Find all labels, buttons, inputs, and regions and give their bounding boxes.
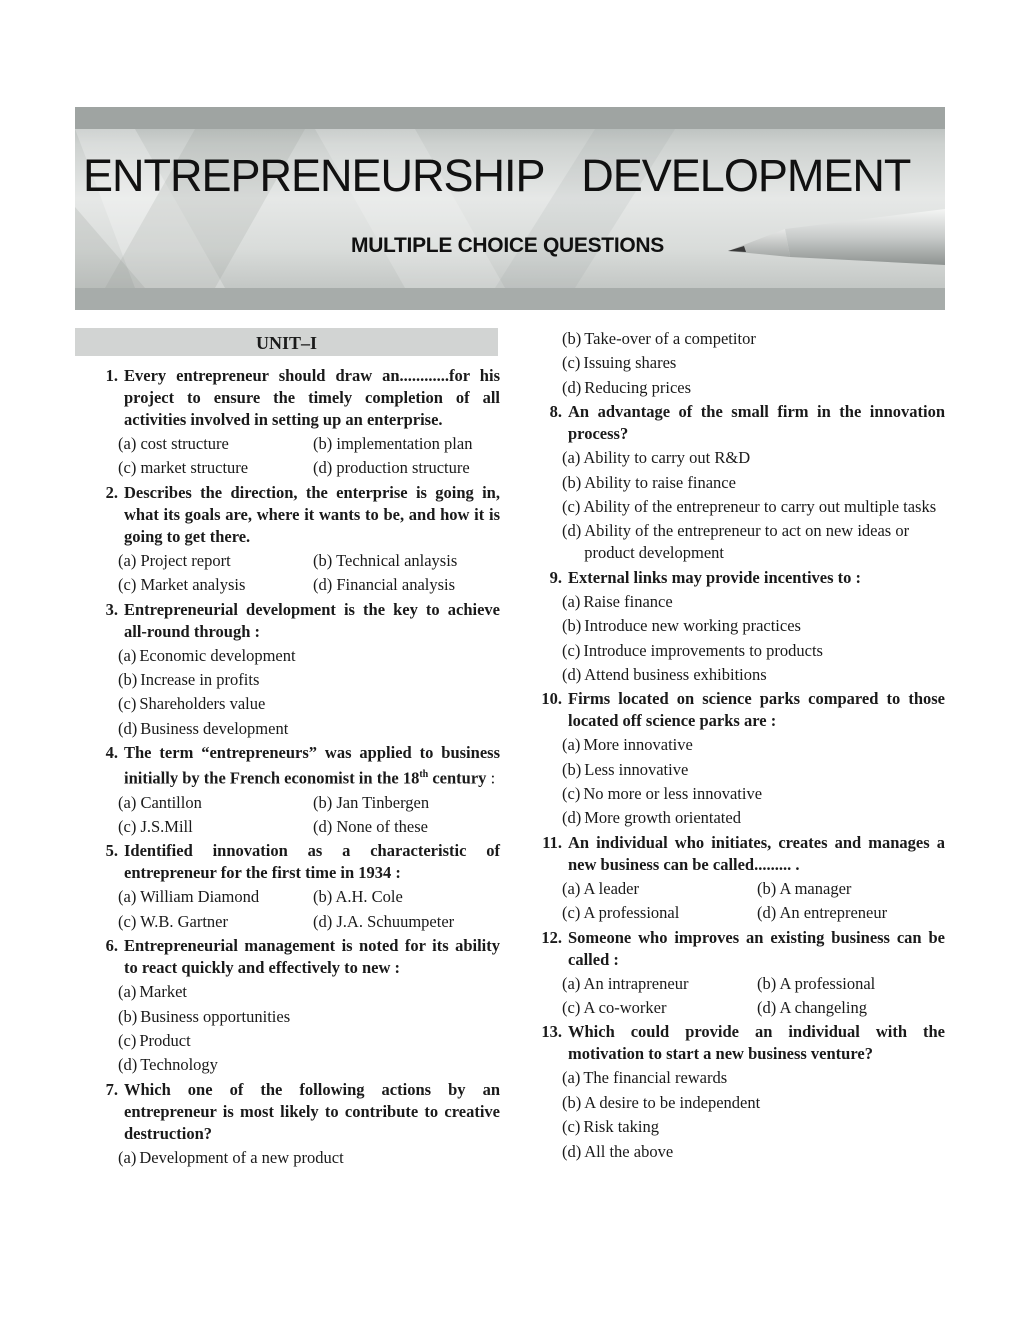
option-text: Product [139, 1030, 191, 1050]
answer-option: (c) A professional [562, 903, 680, 923]
option-label: (a) [118, 645, 137, 665]
answer-option: (c) J.S.Mill [118, 817, 193, 837]
option-text: Introduce improvements to products [583, 640, 823, 660]
pencil-icon [700, 207, 945, 282]
option-label: (c) [562, 1117, 581, 1137]
question [88, 742, 500, 790]
option-label: (b) [562, 329, 582, 348]
question-number: 1. [105, 366, 118, 385]
answer-option [562, 664, 945, 686]
unit-heading: UNIT–I [75, 328, 498, 356]
option-text: The financial rewards [583, 1068, 728, 1088]
option-text: Issuing shares [583, 353, 677, 373]
answer-option [562, 1067, 945, 1089]
option-label: (b) [562, 1092, 582, 1112]
question-text: Which one of the following actions by an entrepreneur is most likely to contribute to creative destruction? [124, 1079, 500, 1143]
answer-option [562, 496, 945, 518]
option-label: (b) [118, 669, 138, 689]
answer-option: (c) W.B. Gartner [118, 911, 228, 931]
option-row [562, 973, 945, 995]
option-label: (a) [118, 982, 137, 1002]
option-label: (b) [118, 1006, 138, 1026]
question [532, 567, 945, 589]
option-label: (a) [562, 1068, 581, 1088]
answer-option: (a) Cantillon [118, 792, 202, 812]
page-title: ENTREPRENEURSHIP DEVELOPMENT [83, 150, 911, 201]
answer-option: (d) None of these [313, 817, 429, 837]
question [88, 935, 500, 979]
answer-option [562, 759, 945, 781]
option-row [118, 550, 500, 572]
option-row [562, 902, 945, 924]
answer-option [118, 645, 500, 667]
option-label: (d) [118, 718, 138, 738]
question-text: Every entrepreneur should draw an............for his project to ensure the timely completion of all activities involved in setting up an enterprise. [124, 366, 500, 429]
option-row [118, 433, 500, 455]
page-subtitle: MULTIPLE CHOICE QUESTIONS [351, 234, 664, 257]
question [88, 1079, 500, 1145]
option-text: Take-over of a competitor [584, 329, 756, 348]
question-number: 5. [105, 841, 118, 861]
answer-option [562, 640, 945, 662]
answer-option [118, 1054, 500, 1076]
question-text: Someone who improves an existing business can be called : [568, 927, 945, 969]
banner-bottom-strip [75, 288, 945, 310]
answer-option: (d) production structure [313, 458, 470, 478]
option-row [118, 816, 500, 838]
option-label: (c) [562, 640, 581, 660]
answer-option: (a) Project report [118, 550, 231, 570]
option-label: (c) [562, 353, 581, 373]
question-number: 10. [541, 689, 562, 709]
question-number: 2. [105, 482, 118, 502]
question-text: External links may provide incentives to : [568, 567, 862, 587]
answer-option: (b) A.H. Cole [313, 887, 403, 907]
option-text: Attend business exhibitions [584, 664, 767, 684]
option-label: (d) [562, 664, 582, 684]
option-text: Shareholders value [139, 694, 266, 714]
answer-option: (c) market structure [118, 458, 249, 478]
option-text: Increase in profits [140, 669, 260, 689]
option-label: (a) [562, 735, 581, 755]
question-text: The term “entrepreneurs” was applied to business initially by the French economist in the 18th century : [124, 743, 500, 788]
option-label: (b) [562, 759, 582, 779]
answer-option [562, 615, 945, 637]
answer-option [118, 693, 500, 715]
option-label: (d) [562, 521, 582, 541]
answer-option [118, 669, 500, 691]
answer-option: (b) Technical anlaysis [313, 550, 458, 570]
question-number: 6. [105, 936, 118, 956]
answer-option [118, 1030, 500, 1052]
answer-option [562, 807, 945, 829]
question-text: An advantage of the small firm in the innovation process? [568, 402, 945, 444]
option-text: Technology [140, 1055, 218, 1075]
option-text: Business development [140, 718, 289, 738]
option-text: Economic development [139, 645, 296, 665]
option-row [562, 997, 945, 1019]
answer-option: (c) A co-worker [562, 998, 667, 1018]
option-label: (a) [118, 1147, 137, 1167]
option-row [118, 911, 500, 933]
option-row [118, 886, 500, 908]
answer-option: (c) Market analysis [118, 575, 246, 595]
answer-option [562, 328, 945, 350]
question [532, 401, 945, 445]
option-label: (c) [562, 784, 581, 804]
answer-option [562, 447, 945, 469]
answer-option [118, 1006, 500, 1028]
answer-option [118, 981, 500, 1003]
question-number: 12. [541, 927, 562, 947]
option-text: Less innovative [584, 759, 689, 779]
option-text: Market [139, 982, 187, 1002]
option-text: No more or less innovative [583, 784, 763, 804]
title-banner [75, 107, 945, 310]
question [88, 599, 500, 643]
question-number: 9. [549, 567, 562, 587]
question-text: Firms located on science parks compared to those located off science parks are : [568, 689, 945, 731]
option-text: Development of a new product [139, 1147, 344, 1167]
answer-option [562, 1092, 945, 1114]
superscript: th [419, 769, 429, 781]
question-number: 13. [541, 1022, 562, 1042]
answer-option: (a) An intrapreneur [562, 973, 689, 993]
answer-option: (a) A leader [562, 878, 639, 898]
answer-option [562, 1116, 945, 1138]
answer-option: (b) A professional [757, 973, 876, 993]
question-text: Entrepreneurial development is the key to achieve all-round through : [124, 599, 500, 641]
option-text: Raise finance [583, 591, 673, 611]
question [88, 840, 500, 884]
option-label: (d) [562, 1141, 582, 1161]
question-number: 4. [105, 743, 118, 763]
question-number: 11. [542, 832, 562, 852]
answer-option [562, 472, 945, 494]
question-number: 8. [549, 402, 562, 422]
question [532, 832, 945, 876]
right-column [532, 328, 945, 1165]
answer-option: (b) Jan Tinbergen [313, 792, 430, 812]
answer-option [562, 1141, 945, 1163]
option-label: (c) [118, 1030, 137, 1050]
answer-option [118, 1147, 500, 1169]
option-label: (c) [118, 694, 137, 714]
option-text: A desire to be independent [584, 1092, 761, 1112]
question-number: 3. [105, 599, 118, 619]
option-text: Ability to carry out R&D [583, 448, 751, 468]
answer-option: (a) William Diamond [118, 887, 260, 907]
question-text: Which could provide an individual with the motivation to start a new business venture? [568, 1022, 945, 1064]
option-text: Reducing prices [584, 377, 692, 397]
option-label: (a) [562, 591, 581, 611]
option-text: More growth orientated [584, 808, 741, 828]
answer-option [118, 718, 500, 740]
option-text: Business opportunities [140, 1006, 291, 1026]
option-row [562, 878, 945, 900]
answer-option: (d) J.A. Schuumpeter [313, 911, 455, 931]
answer-option [562, 783, 945, 805]
question-text: Describes the direction, the enterprise is going in, what its goals are, where it wants to be, and how it is going to get there. [124, 482, 500, 546]
question [532, 688, 945, 732]
option-text: More innovative [583, 735, 693, 755]
option-text: Ability of the entrepreneur to carry out multiple tasks [583, 496, 937, 516]
option-label: (c) [562, 496, 581, 516]
option-text: Risk taking [583, 1117, 659, 1137]
answer-option [562, 520, 945, 564]
answer-option [562, 352, 945, 374]
option-label: (b) [562, 472, 582, 492]
option-row [118, 457, 500, 479]
option-label: (a) [562, 448, 581, 468]
question-number: 7. [105, 1079, 118, 1099]
answer-option: (d) Financial analysis [313, 575, 456, 595]
option-label: (b) [562, 616, 582, 636]
answer-option: (a) cost structure [118, 434, 229, 453]
option-row [118, 792, 500, 814]
question [532, 1021, 945, 1065]
question [532, 927, 945, 971]
option-text: Ability of the entrepreneur to act on new ideas or product development [584, 521, 910, 563]
answer-option [562, 734, 945, 756]
option-row [118, 574, 500, 596]
question-tail: : [486, 768, 496, 788]
question [88, 482, 500, 548]
option-label: (d) [562, 377, 582, 397]
option-label: (d) [118, 1055, 138, 1075]
answer-option [562, 377, 945, 399]
left-column [88, 365, 500, 1171]
option-text: Ability to raise finance [584, 472, 736, 492]
question-text: An individual who initiates, creates and manages a new business can be called......... . [568, 832, 945, 874]
answer-option: (d) A changeling [757, 998, 867, 1018]
question-text: Identified innovation as a characteristic of entrepreneur for the first time in 1934 : [124, 841, 500, 883]
option-text: All the above [584, 1141, 674, 1161]
answer-option: (b) implementation plan [313, 434, 473, 453]
answer-option: (b) A manager [757, 878, 852, 898]
answer-option [562, 591, 945, 613]
answer-option: (d) An entrepreneur [757, 903, 888, 923]
question-text: Entrepreneurial management is noted for its ability to react quickly and effectively to new : [124, 936, 500, 978]
option-text: Introduce new working practices [584, 616, 801, 636]
question [88, 365, 500, 431]
option-label: (d) [562, 808, 582, 828]
